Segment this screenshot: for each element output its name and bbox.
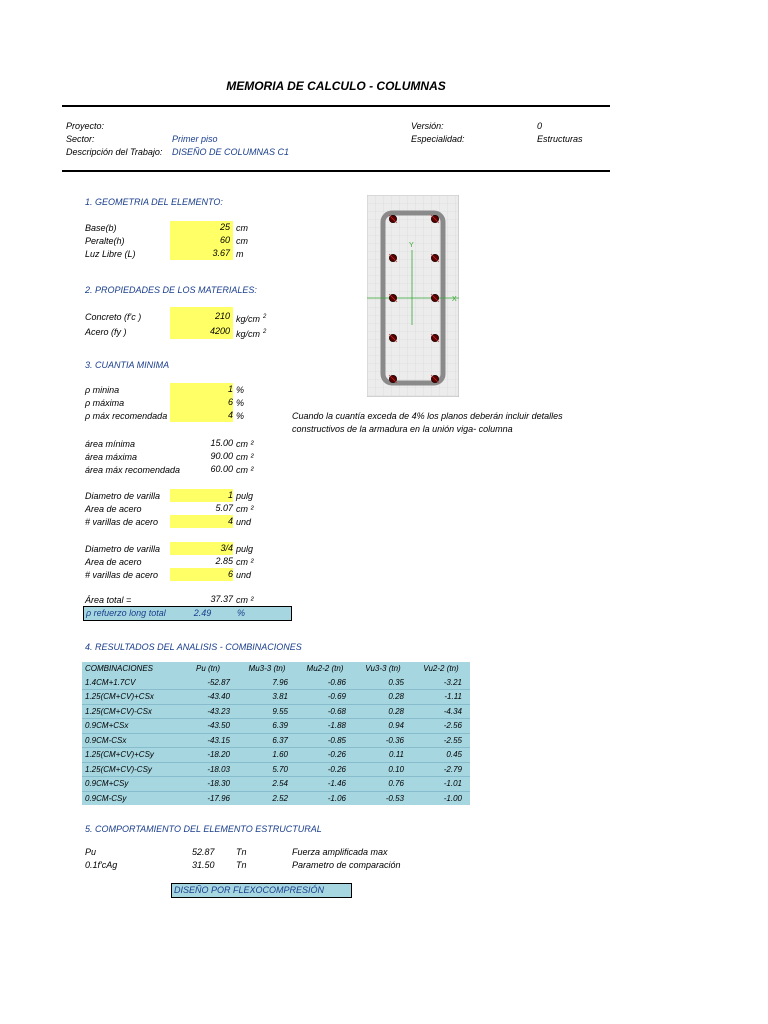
fc-desc: Parametro de comparación bbox=[292, 860, 401, 870]
table-row bbox=[82, 704, 470, 719]
table-cell: 0.11 bbox=[354, 748, 412, 763]
especialidad-label: Especialidad: bbox=[411, 134, 465, 144]
table-cell: 2.52 bbox=[272, 793, 288, 803]
table-cell: 0.76 bbox=[354, 777, 412, 792]
table-header-cell: Mu3-3 (tn) bbox=[248, 664, 286, 674]
table-cell: 0.45 bbox=[412, 748, 470, 763]
area-min-unit: cm ² bbox=[236, 439, 254, 449]
table-cell: -43.23 bbox=[178, 704, 238, 719]
area-min-label: área mínima bbox=[85, 439, 136, 449]
area-min-value: 15.00 bbox=[210, 438, 233, 448]
rho-max-value[interactable]: 6 bbox=[170, 396, 233, 409]
rho-long-label: ρ refuerzo long total bbox=[86, 608, 166, 618]
combinations-table bbox=[82, 662, 470, 805]
base-unit: cm bbox=[236, 223, 248, 233]
version-label: Versión: bbox=[411, 121, 444, 131]
table-cell: -4.34 bbox=[412, 704, 470, 719]
table-row bbox=[82, 748, 470, 763]
rho-long-value: 2.49 bbox=[193, 608, 212, 618]
combination-name-cell: 1.25(CM+CV)-CSy bbox=[82, 762, 178, 777]
table-cell: -2.55 bbox=[412, 733, 470, 748]
table-cell: -0.26 bbox=[296, 762, 354, 777]
table-header-cell: COMBINACIONES bbox=[85, 664, 154, 674]
descripcion-value: DISEÑO DE COLUMNAS C1 bbox=[172, 147, 290, 157]
table-row bbox=[82, 690, 470, 705]
pu-label: Pu bbox=[85, 847, 97, 857]
fc-value: 31.50 bbox=[192, 860, 215, 870]
header-top-rule bbox=[62, 105, 610, 107]
table-row bbox=[82, 676, 470, 690]
table-header-cell: Mu2-2 (tn) bbox=[306, 664, 344, 674]
table-cell: 0.94 bbox=[354, 719, 412, 734]
table-cell: -3.21 bbox=[412, 676, 470, 690]
combination-name-cell: 0.9CM-CSx bbox=[82, 733, 178, 748]
table-cell: -18.03 bbox=[178, 762, 238, 777]
table-cell: -1.06 bbox=[327, 793, 346, 803]
diam2-unit: pulg bbox=[236, 544, 254, 554]
total-unit: cm ² bbox=[236, 595, 254, 605]
section1-title: 1. GEOMETRIA DEL ELEMENTO: bbox=[85, 197, 223, 207]
table-cell: 6.37 bbox=[238, 733, 296, 748]
pu-value: 52.87 bbox=[192, 847, 215, 857]
area-rec-unit: cm ² bbox=[236, 465, 254, 475]
combination-name-cell: 1.4CM+1.7CV bbox=[82, 676, 178, 690]
table-cell: -1.01 bbox=[412, 777, 470, 792]
acero-unit-text: kg/cm bbox=[236, 329, 261, 339]
combination-name-cell: 1.25(CM+CV)+CSx bbox=[82, 690, 178, 705]
section4-title: 4. RESULTADOS DEL ANALISIS - COMBINACIONES bbox=[85, 642, 302, 652]
area2-value: 2.85 bbox=[215, 556, 233, 566]
diam2-label: Diametro de varilla bbox=[85, 544, 161, 554]
table-cell: -18.20 bbox=[178, 748, 238, 763]
version-value: 0 bbox=[537, 121, 543, 131]
table-cell: -1.88 bbox=[296, 719, 354, 734]
table-cell: 6.39 bbox=[238, 719, 296, 734]
table-cell: 0.28 bbox=[354, 704, 412, 719]
table-cell: -2.56 bbox=[412, 719, 470, 734]
proyecto-label: Proyecto: bbox=[66, 121, 105, 131]
acero-label: Acero (fy ) bbox=[85, 327, 127, 337]
acero-unit-exp: 2 bbox=[263, 329, 267, 335]
num1-label: # varillas de acero bbox=[85, 517, 159, 527]
rho-min-value[interactable]: 1 bbox=[170, 383, 233, 396]
design-result-box bbox=[171, 883, 352, 898]
base-value[interactable]: 25 bbox=[170, 221, 233, 234]
rho-max-unit: % bbox=[236, 398, 245, 408]
design-result: DISEÑO POR FLEXOCOMPRESIÓN bbox=[174, 885, 325, 895]
area-rec-label: área máx recomendada bbox=[85, 465, 181, 475]
num2-unit: und bbox=[236, 570, 252, 580]
num2-value[interactable]: 6 bbox=[170, 568, 233, 581]
table-cell: -1.00 bbox=[443, 793, 462, 803]
combinations-body bbox=[82, 676, 470, 806]
table-header-cell: Vu2-2 (tn) bbox=[423, 664, 459, 674]
luz-unit: m bbox=[236, 249, 244, 259]
table-cell: 7.96 bbox=[238, 676, 296, 690]
pu-unit: Tn bbox=[236, 847, 247, 857]
table-cell: -0.26 bbox=[296, 748, 354, 763]
sector-label: Sector: bbox=[66, 134, 95, 144]
acero-unit bbox=[236, 326, 266, 338]
area1-unit: cm ² bbox=[236, 504, 254, 514]
table-header-cell: Vu3-3 (tn) bbox=[365, 664, 401, 674]
table-cell: 0.28 bbox=[354, 690, 412, 705]
table-row bbox=[82, 719, 470, 734]
combination-name-cell: 1.25(CM+CV)+CSy bbox=[82, 748, 178, 763]
rho-rec-unit: % bbox=[236, 411, 245, 421]
combination-name-cell: 1.25(CM+CV)-CSx bbox=[82, 704, 178, 719]
header-bottom-rule bbox=[62, 170, 610, 172]
area1-label: Area de acero bbox=[85, 504, 142, 514]
pu-desc: Fuerza amplificada max bbox=[292, 847, 388, 857]
descripcion-label: Descripción del Trabajo: bbox=[66, 147, 163, 157]
area2-unit: cm ² bbox=[236, 557, 254, 567]
table-cell: -18.30 bbox=[178, 777, 238, 792]
table-cell: -0.68 bbox=[296, 704, 354, 719]
table-row bbox=[82, 733, 470, 748]
combination-name-cell: 0.9CM-CSy bbox=[85, 793, 127, 803]
section2-title: 2. PROPIEDADES DE LOS MATERIALES: bbox=[85, 285, 257, 295]
rho-rec-label: ρ máx recomendada bbox=[85, 411, 168, 421]
total-label: Área total = bbox=[85, 595, 132, 605]
combination-name-cell: 0.9CM+CSx bbox=[82, 719, 178, 734]
concreto-unit bbox=[236, 311, 266, 323]
area2-label: Area de acero bbox=[85, 557, 142, 567]
area-max-unit: cm ² bbox=[236, 452, 254, 462]
table-cell: 2.54 bbox=[238, 777, 296, 792]
table-cell: -43.40 bbox=[178, 690, 238, 705]
diam1-value[interactable]: 1 bbox=[170, 489, 233, 502]
peralte-value[interactable]: 60 bbox=[170, 234, 233, 247]
table-cell: -0.86 bbox=[296, 676, 354, 690]
table-header-cell: Pu (tn) bbox=[195, 664, 220, 674]
table-cell: -52.87 bbox=[178, 676, 238, 690]
num1-unit: und bbox=[236, 517, 252, 527]
area-max-value: 90.00 bbox=[210, 451, 233, 461]
combination-name-cell: 0.9CM+CSy bbox=[82, 777, 178, 792]
table-cell: -0.36 bbox=[354, 733, 412, 748]
diam1-unit: pulg bbox=[236, 491, 254, 501]
table-cell: -0.53 bbox=[385, 793, 404, 803]
table-cell: -43.15 bbox=[178, 733, 238, 748]
axis-x-label: X bbox=[452, 296, 457, 303]
concreto-unit-exp: 2 bbox=[263, 314, 267, 320]
cuantia-note: Cuando la cuantía exceda de 4% los planos deberán incluir detalles constructivos de la armadura en la unión viga- columna bbox=[292, 411, 563, 434]
rho-min-label: ρ minina bbox=[85, 385, 120, 395]
diam1-label: Diametro de varilla bbox=[85, 491, 161, 501]
table-row bbox=[82, 762, 470, 777]
rho-long-unit: % bbox=[237, 608, 246, 618]
table-cell: -0.85 bbox=[296, 733, 354, 748]
num2-label: # varillas de acero bbox=[85, 570, 159, 580]
table-cell: 1.60 bbox=[238, 748, 296, 763]
fc-unit: Tn bbox=[236, 860, 247, 870]
area-rec-value: 60.00 bbox=[210, 464, 233, 474]
table-cell: -1.11 bbox=[412, 690, 470, 705]
section5-title: 5. COMPORTAMIENTO DEL ELEMENTO ESTRUCTURAL bbox=[85, 824, 322, 834]
table-cell: 3.81 bbox=[238, 690, 296, 705]
table-cell: -2.79 bbox=[412, 762, 470, 777]
rho-max-label: ρ máxima bbox=[85, 398, 125, 408]
section3-title: 3. CUANTIA MINIMA bbox=[85, 360, 170, 370]
page-title: MEMORIA DE CALCULO - COLUMNAS bbox=[226, 79, 446, 93]
axis-y-label: Y bbox=[409, 242, 414, 249]
table-cell: -17.96 bbox=[207, 793, 230, 803]
peralte-label: Peralte(h) bbox=[85, 236, 125, 246]
table-cell: -0.69 bbox=[296, 690, 354, 705]
diam2-value[interactable]: 3/4 bbox=[170, 542, 233, 555]
column-section-drawing bbox=[367, 195, 459, 397]
sector-value: Primer piso bbox=[172, 134, 218, 144]
num1-value[interactable]: 4 bbox=[170, 515, 233, 528]
concreto-value[interactable]: 210 bbox=[214, 311, 230, 321]
base-label: Base(b) bbox=[85, 223, 117, 233]
fc-label: 0.1f'cAg bbox=[85, 860, 118, 870]
peralte-unit: cm bbox=[236, 236, 248, 246]
rho-rec-value[interactable]: 4 bbox=[170, 409, 233, 422]
table-cell: 5.70 bbox=[238, 762, 296, 777]
table-cell: -43.50 bbox=[178, 719, 238, 734]
table-cell: 9.55 bbox=[238, 704, 296, 719]
rho-min-unit: % bbox=[236, 385, 245, 395]
total-value: 37.37 bbox=[210, 594, 233, 604]
table-row bbox=[82, 791, 470, 805]
luz-value[interactable]: 3.67 bbox=[170, 247, 233, 260]
table-cell: 0.35 bbox=[354, 676, 412, 690]
table-cell: 0.10 bbox=[354, 762, 412, 777]
area-max-label: área máxima bbox=[85, 452, 138, 462]
area1-value: 5.07 bbox=[215, 503, 233, 513]
table-row bbox=[82, 777, 470, 792]
concreto-label: Concreto (f'c ) bbox=[85, 312, 142, 322]
rho-long-box bbox=[83, 606, 292, 621]
concreto-unit-text: kg/cm bbox=[236, 314, 261, 324]
acero-value[interactable]: 4200 bbox=[209, 326, 230, 336]
especialidad-value: Estructuras bbox=[537, 134, 583, 144]
luz-label: Luz Libre (L) bbox=[85, 249, 136, 259]
table-cell: -1.46 bbox=[296, 777, 354, 792]
